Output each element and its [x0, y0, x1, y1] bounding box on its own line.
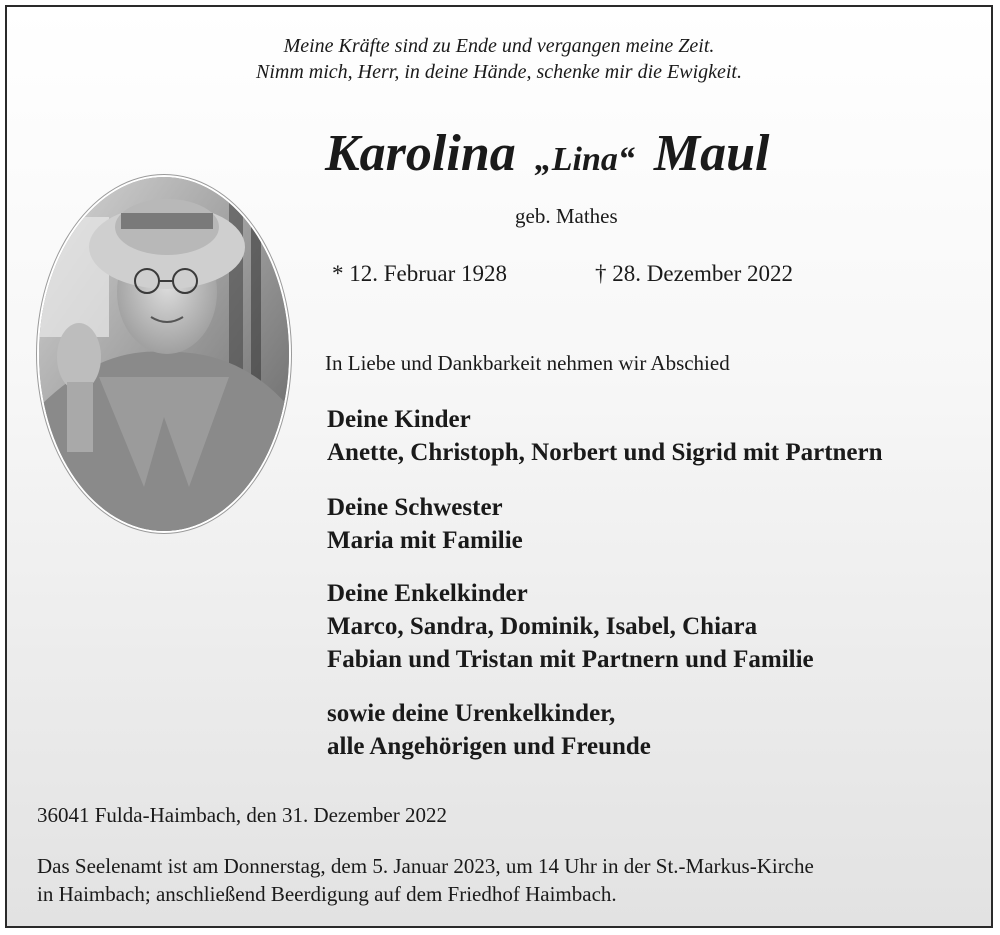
birth-date: * 12. Februar 1928 — [332, 261, 508, 286]
verse — [7, 33, 991, 85]
service-line-2: in Haimbach; anschließend Beerdigung auf dem Friedhof Haimbach. — [37, 882, 617, 906]
portrait-photo — [37, 175, 291, 533]
maiden-name: geb. Mathes — [515, 204, 618, 228]
mourners-sister — [327, 491, 523, 557]
nickname: „Lina“ — [534, 141, 635, 178]
mourners-sister-names: Maria mit Familie — [327, 527, 523, 554]
farewell-text: In Liebe und Dankbarkeit nehmen wir Abschied — [325, 351, 730, 375]
place-and-date: 36041 Fulda-Haimbach, den 31. Dezember 2022 — [37, 803, 447, 827]
mourners-children-title: Deine Kinder — [327, 406, 471, 433]
death-date: † 28. Dezember 2022 — [595, 261, 793, 286]
mourners-great-grandchildren: sowie deine Urenkelkinder, — [327, 700, 616, 727]
last-name: Maul — [653, 125, 770, 182]
verse-line-1: Meine Kräfte sind zu Ende und vergangen meine Zeit. — [283, 35, 715, 57]
deceased-name — [325, 119, 769, 195]
mourners-grandchildren-names-2: Fabian und Tristan mit Partnern und Familie — [327, 646, 814, 673]
first-name: Karolina — [325, 125, 516, 182]
mourners-sister-title: Deine Schwester — [327, 494, 503, 521]
service-info — [37, 852, 977, 908]
mourners-grandchildren-title: Deine Enkelkinder — [327, 580, 528, 607]
mourners-children-names: Anette, Christoph, Norbert und Sigrid mit Partnern — [327, 439, 883, 466]
portrait-illustration — [39, 177, 289, 531]
mourners-grandchildren-names-1: Marco, Sandra, Dominik, Isabel, Chiara — [327, 613, 758, 640]
service-line-1: Das Seelenamt ist am Donnerstag, dem 5. Januar 2023, um 14 Uhr in der St.-Markus-Kirche — [37, 854, 814, 878]
mourners-grandchildren — [327, 577, 814, 676]
mourners-others — [327, 697, 651, 763]
verse-line-2: Nimm mich, Herr, in deine Hände, schenke mir die Ewigkeit. — [255, 61, 742, 83]
obituary-notice — [5, 5, 993, 928]
mourners-children — [327, 403, 883, 469]
mourners-relatives-friends: alle Angehörigen und Freunde — [327, 733, 651, 760]
